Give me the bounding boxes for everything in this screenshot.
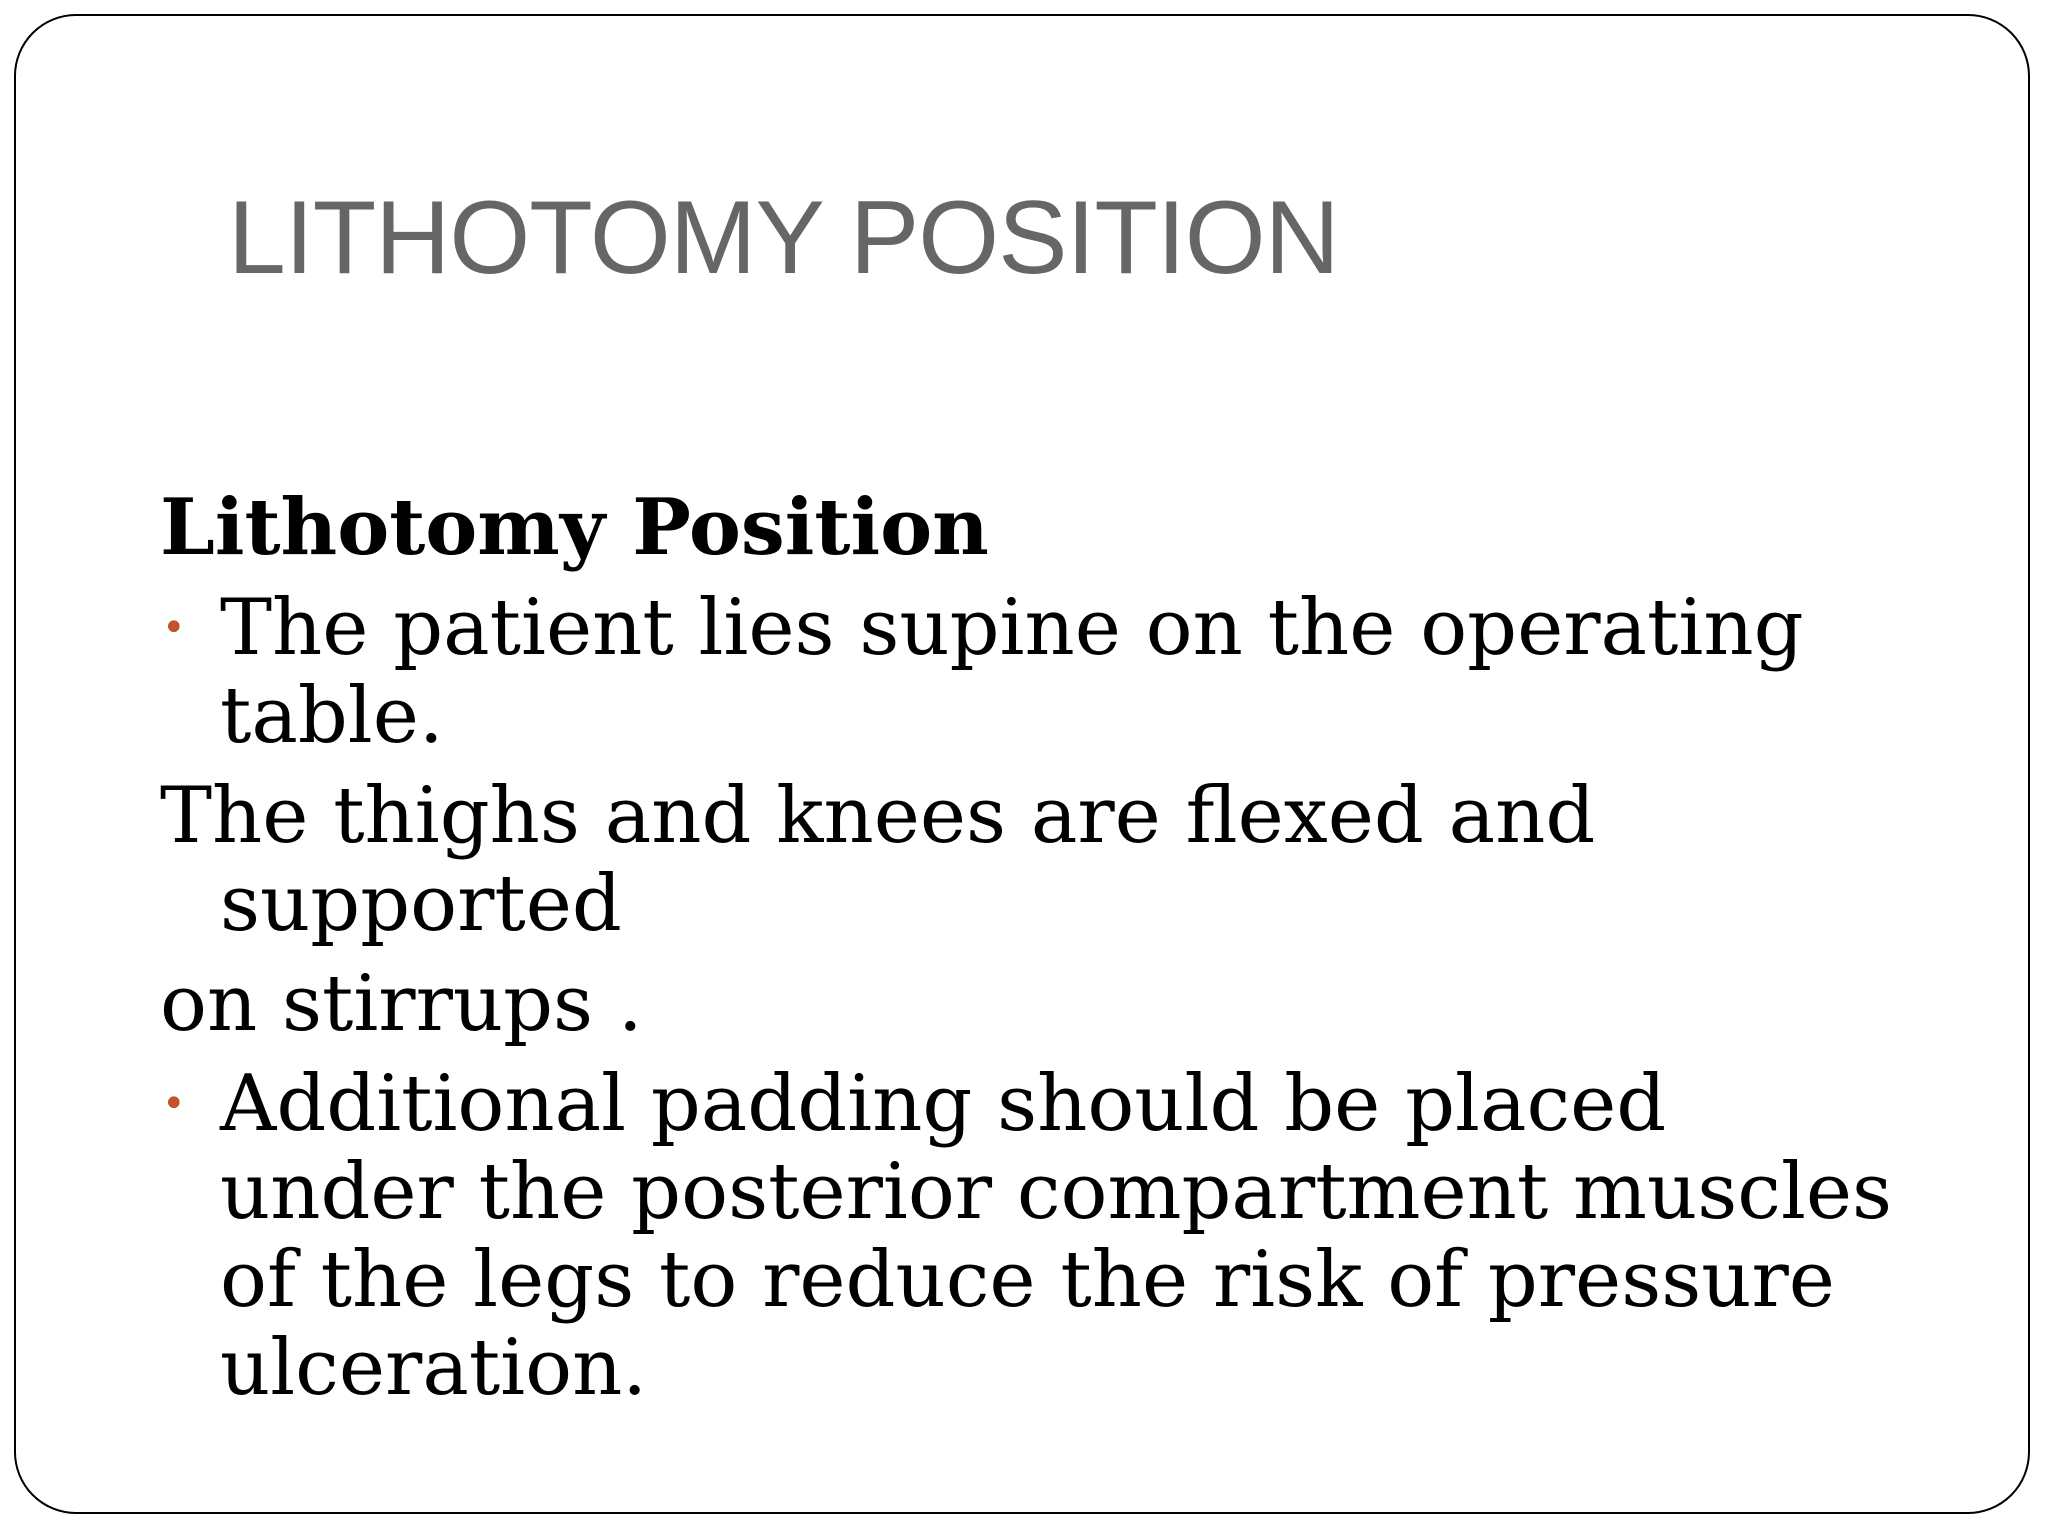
- plain-paragraph: [160, 772, 1940, 948]
- bullet-paragraph: [160, 584, 1940, 760]
- paragraph-line: supported: [220, 859, 622, 949]
- paragraph-line: The thighs and knees are flexed and: [160, 771, 1596, 861]
- paragraph-line: under the posterior compartment muscles: [220, 1147, 1893, 1237]
- paragraph-line: ulceration.: [220, 1323, 648, 1413]
- subheading: Lithotomy Position: [160, 482, 989, 573]
- slide-title: LITHOTOMY POSITION: [228, 180, 1339, 296]
- paragraph-line: on stirrups .: [160, 959, 643, 1049]
- bullet-paragraph: [160, 1060, 1940, 1412]
- paragraph-line: table.: [220, 671, 444, 761]
- bullet-icon: •: [162, 1081, 186, 1127]
- slide: [14, 14, 2030, 1514]
- slide-body: [160, 484, 1940, 1424]
- bullet-icon: •: [162, 605, 186, 651]
- paragraph-line: Additional padding should be placed: [220, 1059, 1667, 1149]
- paragraph-line: of the legs to reduce the risk of pressure: [220, 1235, 1835, 1325]
- paragraph-line: The patient lies supine on the operating: [220, 583, 1804, 673]
- plain-paragraph: [160, 960, 1940, 1048]
